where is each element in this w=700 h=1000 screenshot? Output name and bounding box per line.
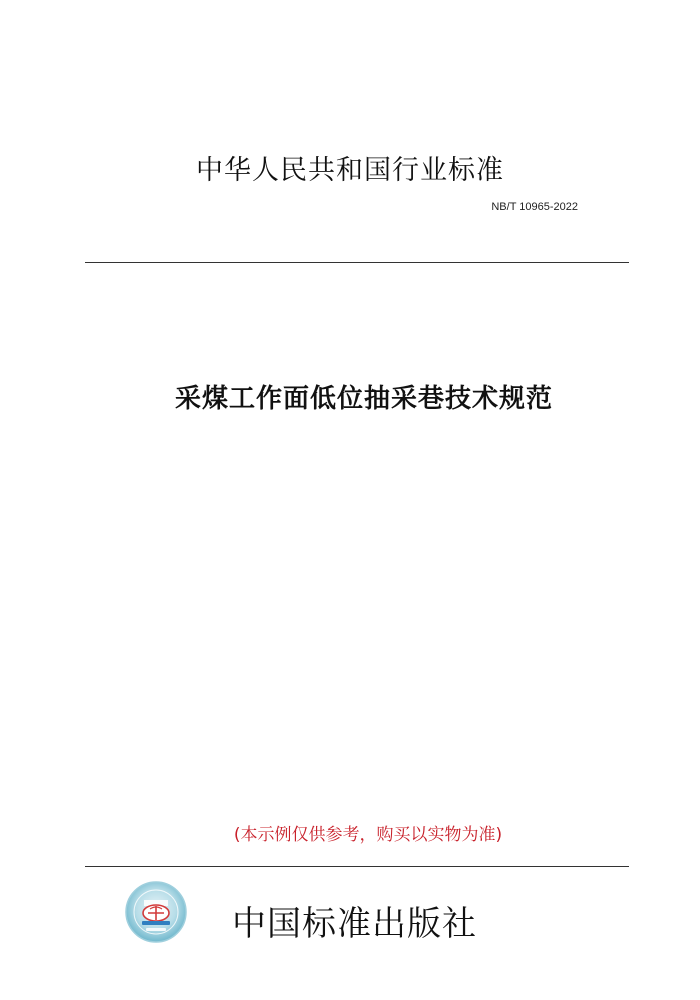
bottom-divider [85, 866, 629, 867]
publisher-seal-icon [124, 880, 188, 944]
standard-category-title: 中华人民共和国行业标准 [196, 155, 504, 186]
document-title: 采煤工作面低位抽采巷技术规范 [174, 384, 553, 414]
standard-number: NB/T 10965-2022 [491, 201, 578, 213]
top-divider [85, 262, 629, 263]
sample-disclaimer: (本示例仅供参考，购买以实物为准) [233, 825, 503, 845]
publisher-name: 中国标准出版社 [232, 904, 477, 944]
